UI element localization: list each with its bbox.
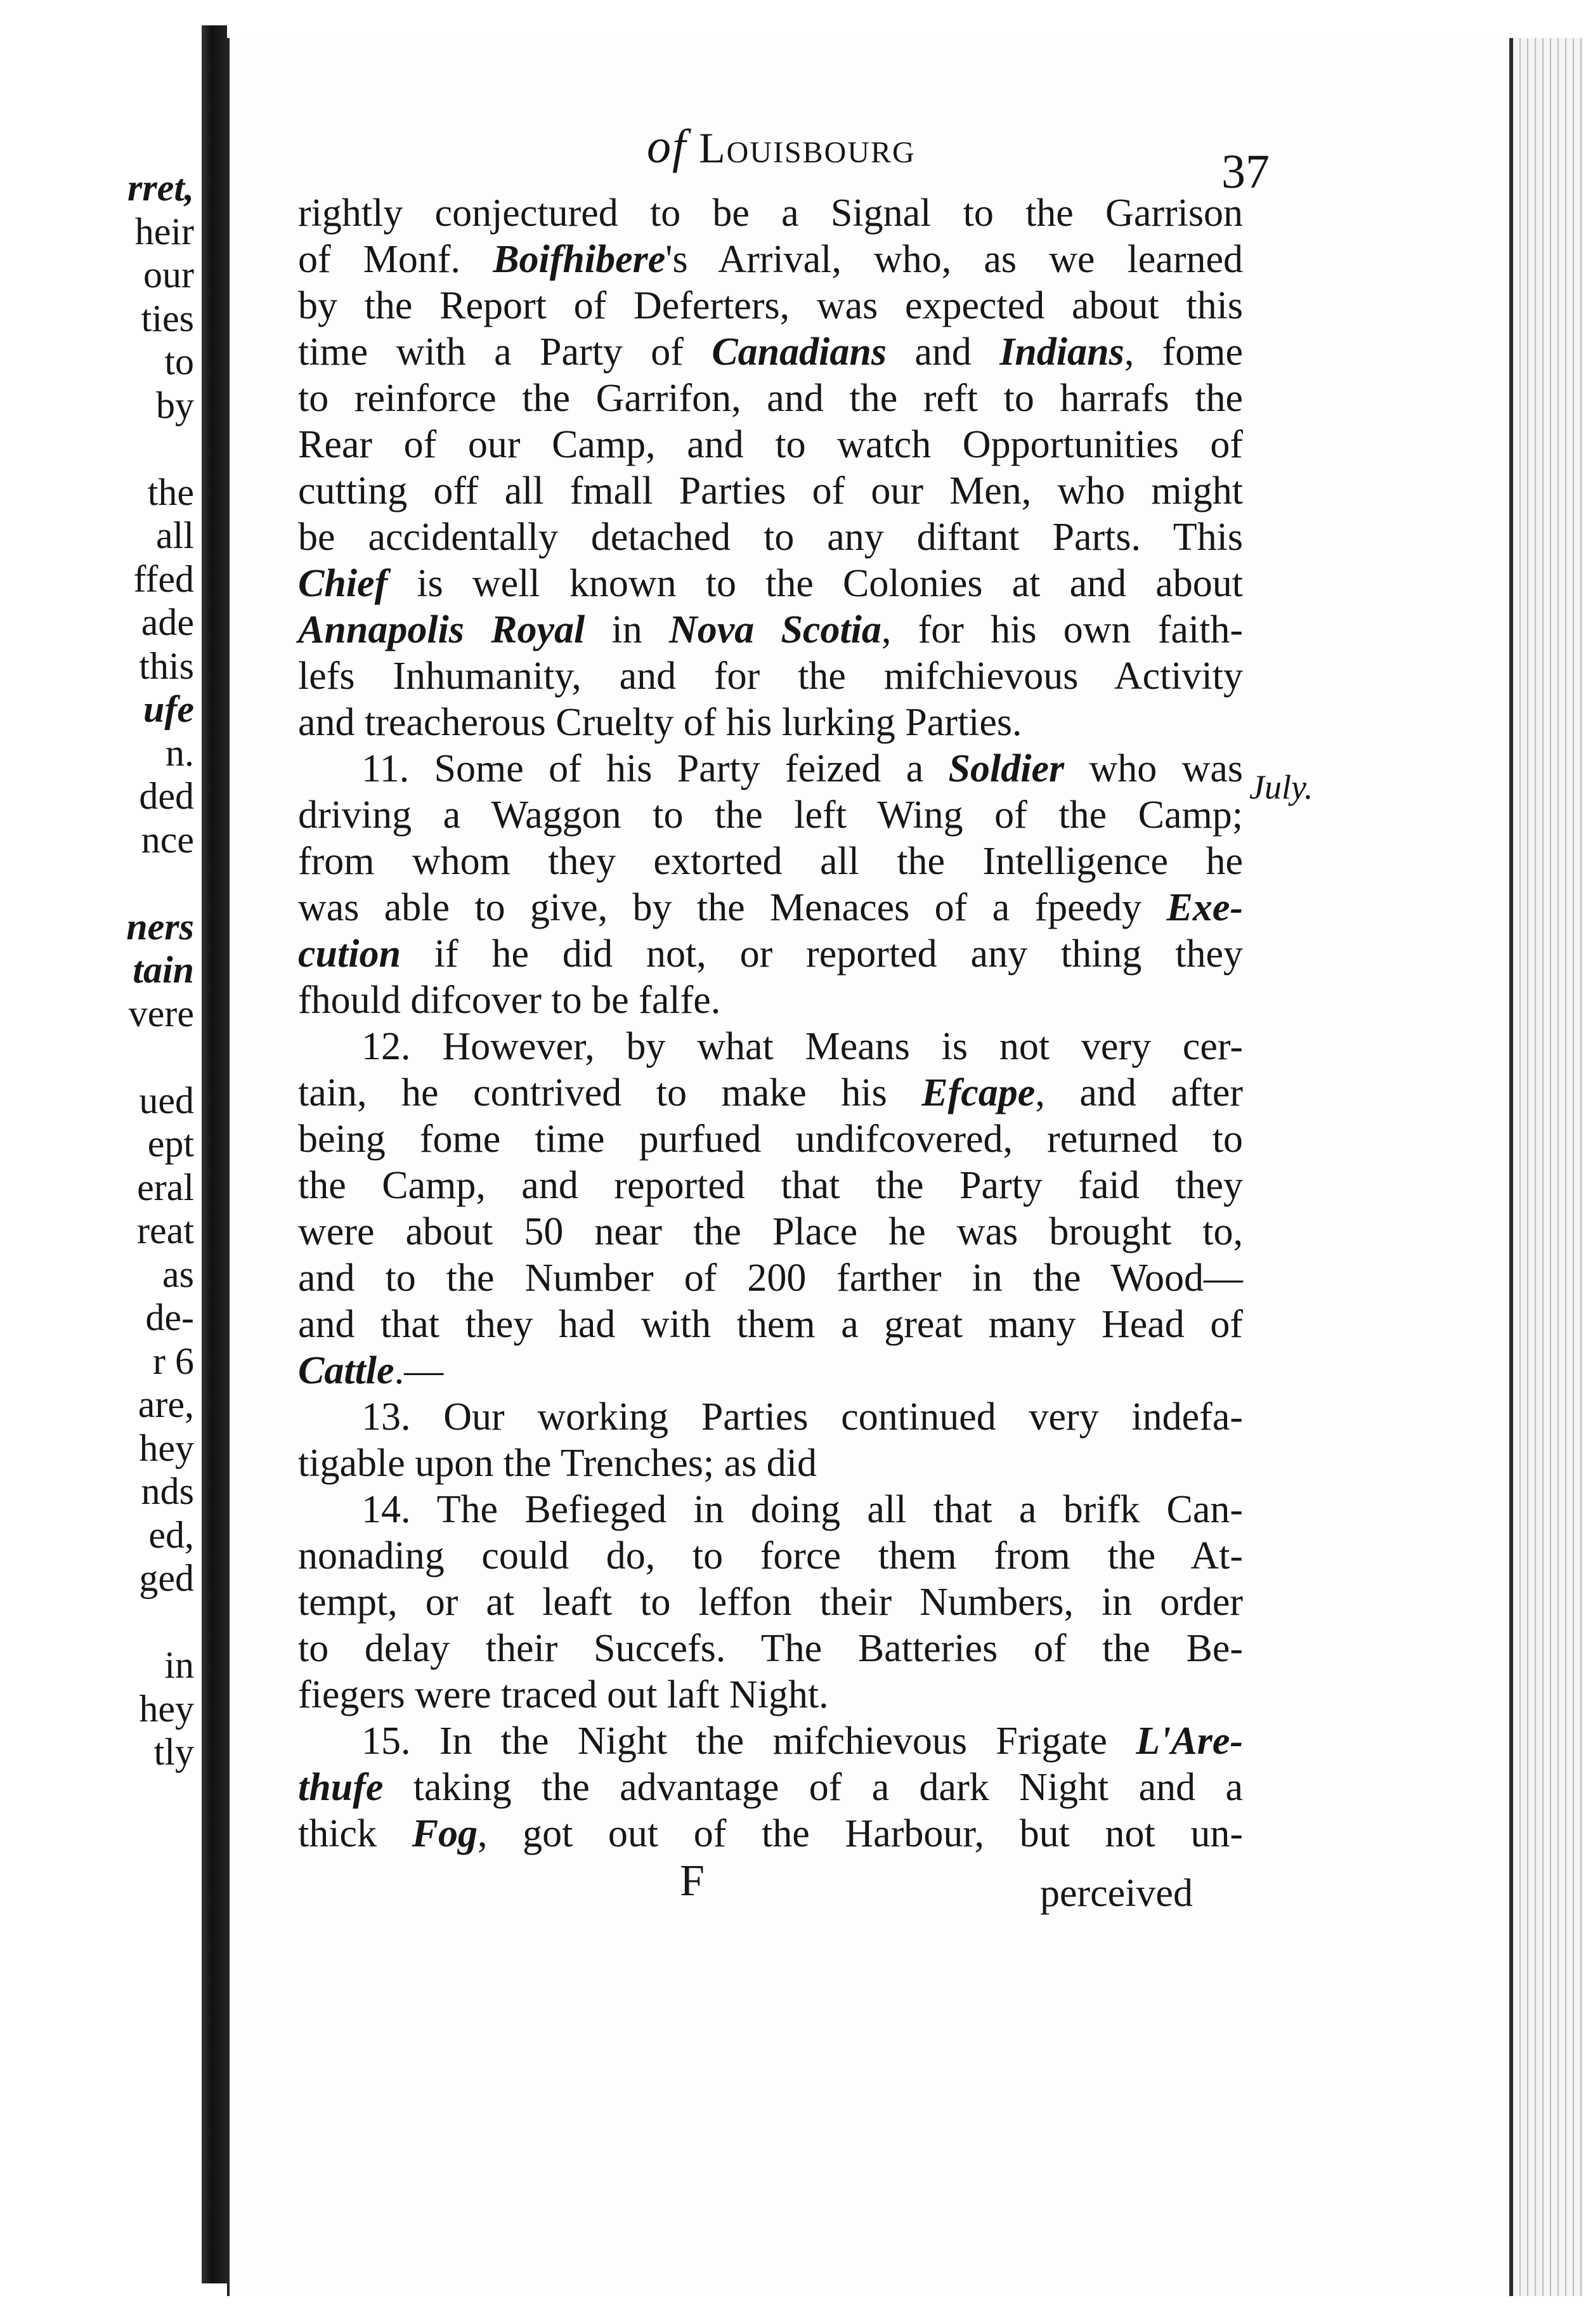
italic-term: Boifhibere bbox=[493, 238, 666, 281]
running-head-title: Louisbourg bbox=[699, 124, 916, 172]
text-line: 14. The Befieged in doing all that a brifk Can- bbox=[361, 1488, 1243, 1531]
text-line: to delay their Succefs. The Batteries of the Be- bbox=[298, 1627, 1243, 1670]
text-line: lefs Inhumanity, and for the mifchievous Activity bbox=[298, 655, 1243, 698]
facing-page-text-fragment: in bbox=[164, 1644, 194, 1686]
facing-page-text-fragment: nds bbox=[141, 1470, 194, 1512]
facing-page-text-fragment: ufe bbox=[143, 688, 194, 730]
facing-page-text-fragment: de- bbox=[145, 1296, 194, 1338]
text-line: time with a Party of Canadians and Indians, fome bbox=[298, 330, 1243, 374]
italic-term: L'Are- bbox=[1136, 1720, 1243, 1763]
text-line: be accidentally detached to any diftant Parts. This bbox=[298, 516, 1243, 559]
text-line: were about 50 near the Place he was brought to, bbox=[298, 1210, 1243, 1253]
text-line: of Monf. Boifhibere's Arrival, who, as we learned bbox=[298, 238, 1244, 281]
text-line: tain, he contrived to make his Efcape, and after bbox=[298, 1071, 1244, 1114]
text-line: Cattle.— bbox=[298, 1349, 444, 1392]
text-line: Annapolis Royal in Nova Scotia, for his own faith- bbox=[298, 608, 1244, 651]
facing-page-text-fragment: ed, bbox=[148, 1513, 194, 1556]
facing-page-text-fragment: as bbox=[162, 1253, 194, 1295]
facing-page-text-fragment: ffed bbox=[133, 558, 194, 600]
facing-page-text-fragment: ged bbox=[139, 1557, 194, 1599]
italic-term: Chief bbox=[298, 562, 388, 605]
text-line: 13. Our working Parties continued very indefa- bbox=[361, 1395, 1243, 1439]
text-line: the Camp, and reported that the Party faid they bbox=[298, 1164, 1243, 1207]
text-line: tempt, or at leaft to leffon their Numbers, in order bbox=[298, 1581, 1243, 1624]
italic-term: Cattle bbox=[298, 1349, 394, 1392]
running-head bbox=[647, 119, 916, 174]
facing-page-text-fragment: reat bbox=[137, 1210, 194, 1251]
facing-page-text-fragment: hey bbox=[139, 1687, 194, 1730]
text-line: being fome time purfued undifcovered, returned to bbox=[298, 1118, 1243, 1161]
text-line: and that they had with them a great many Head of bbox=[298, 1303, 1243, 1346]
facing-page-text-fragment: are, bbox=[138, 1383, 194, 1425]
facing-page-text-fragment: our bbox=[143, 254, 194, 296]
italic-term: Efcape bbox=[921, 1071, 1036, 1114]
text-line: fhould difcover to be falfe. bbox=[298, 979, 721, 1022]
text-line: Chief is well known to the Colonies at and about bbox=[298, 562, 1243, 605]
italic-term: Annapolis Royal bbox=[298, 608, 585, 651]
italic-term: thufe bbox=[298, 1766, 384, 1809]
text-line: cutting off all fmall Parties of our Men, who might bbox=[298, 469, 1243, 512]
italic-term: Fog bbox=[412, 1812, 478, 1855]
facing-page-text-fragment: ued bbox=[139, 1079, 194, 1121]
text-line: driving a Waggon to the left Wing of the Camp; bbox=[298, 793, 1243, 837]
facing-page-text-fragment: n. bbox=[166, 731, 194, 774]
text-line: Rear of our Camp, and to watch Opportunities of bbox=[298, 423, 1243, 466]
facing-page-text-fragment: hey bbox=[139, 1426, 194, 1469]
text-line: cution if he did not, or reported any thing they bbox=[298, 932, 1243, 976]
text-line: fiegers were traced out laft Night. bbox=[298, 1673, 829, 1716]
facing-page-text-fragment: the bbox=[147, 471, 194, 513]
text-line: 11. Some of his Party feized a Soldier who was bbox=[361, 747, 1243, 790]
italic-term: Canadians bbox=[712, 330, 887, 374]
text-line: rightly conjectured to be a Signal to the Garrison bbox=[298, 192, 1243, 235]
italic-term: Nova Scotia bbox=[668, 608, 881, 651]
italic-term: Exe- bbox=[1166, 886, 1243, 929]
facing-page-text-fragment: ded bbox=[139, 775, 194, 817]
margin-note: July. bbox=[1249, 768, 1313, 806]
italic-term: Indians bbox=[999, 330, 1124, 374]
facing-page-text-fragment: ept bbox=[147, 1123, 194, 1165]
italic-term: Soldier bbox=[948, 747, 1065, 790]
text-line: thufe taking the advantage of a dark Night and a bbox=[298, 1766, 1243, 1809]
facing-page-text-fragment: by bbox=[156, 384, 194, 426]
text-line: 15. In the Night the mifchievous Frigate L'Are- bbox=[361, 1720, 1243, 1763]
text-line: and to the Number of 200 farther in the Wood— bbox=[298, 1257, 1243, 1300]
facing-page-fragment bbox=[0, 25, 208, 2283]
facing-page-text-fragment: eral bbox=[137, 1166, 194, 1208]
italic-term: cution bbox=[298, 932, 401, 976]
text-line: 12. However, by what Means is not very cer- bbox=[361, 1025, 1243, 1068]
facing-page-text-fragment: ade bbox=[141, 601, 194, 643]
text-line: to reinforce the Garrifon, and the reft to harrafs the bbox=[298, 377, 1243, 420]
page-number: 37 bbox=[1221, 145, 1270, 199]
facing-page-text-fragment: to bbox=[164, 341, 194, 382]
facing-page-text-fragment: tain bbox=[133, 949, 194, 991]
running-head-of: of bbox=[647, 120, 687, 173]
facing-page-text-fragment: this bbox=[139, 644, 194, 687]
text-line: by the Report of Deferters, was expected about this bbox=[298, 284, 1243, 327]
page-edges bbox=[1509, 38, 1583, 2296]
facing-page-text-fragment: nce bbox=[141, 818, 194, 861]
facing-page-text-fragment: rret, bbox=[127, 167, 194, 209]
text-line: was able to give, by the Menaces of a fpeedy Exe- bbox=[298, 886, 1243, 929]
facing-page-text-fragment: all bbox=[156, 514, 194, 556]
facing-page-text-fragment: heir bbox=[134, 210, 194, 252]
book-gutter bbox=[202, 25, 227, 2283]
text-line: and treacherous Cruelty of his lurking Parties. bbox=[298, 701, 1022, 744]
text-line: thick Fog, got out of the Harbour, but not un- bbox=[298, 1812, 1243, 1855]
facing-page-text-fragment: ties bbox=[141, 297, 194, 339]
facing-page-text-fragment: vere bbox=[128, 992, 194, 1035]
text-line: from whom they extorted all the Intelligence he bbox=[298, 840, 1243, 883]
signature-mark: F bbox=[680, 1857, 705, 1905]
facing-page-text-fragment: ners bbox=[126, 905, 194, 948]
facing-page-text-fragment: tly bbox=[153, 1731, 194, 1773]
facing-page-text-fragment: r 6 bbox=[153, 1340, 194, 1382]
text-line: nonading could do, to force them from the At- bbox=[298, 1534, 1243, 1577]
catchword: perceived bbox=[1040, 1872, 1193, 1915]
text-line: tigable upon the Trenches; as did bbox=[298, 1442, 817, 1485]
